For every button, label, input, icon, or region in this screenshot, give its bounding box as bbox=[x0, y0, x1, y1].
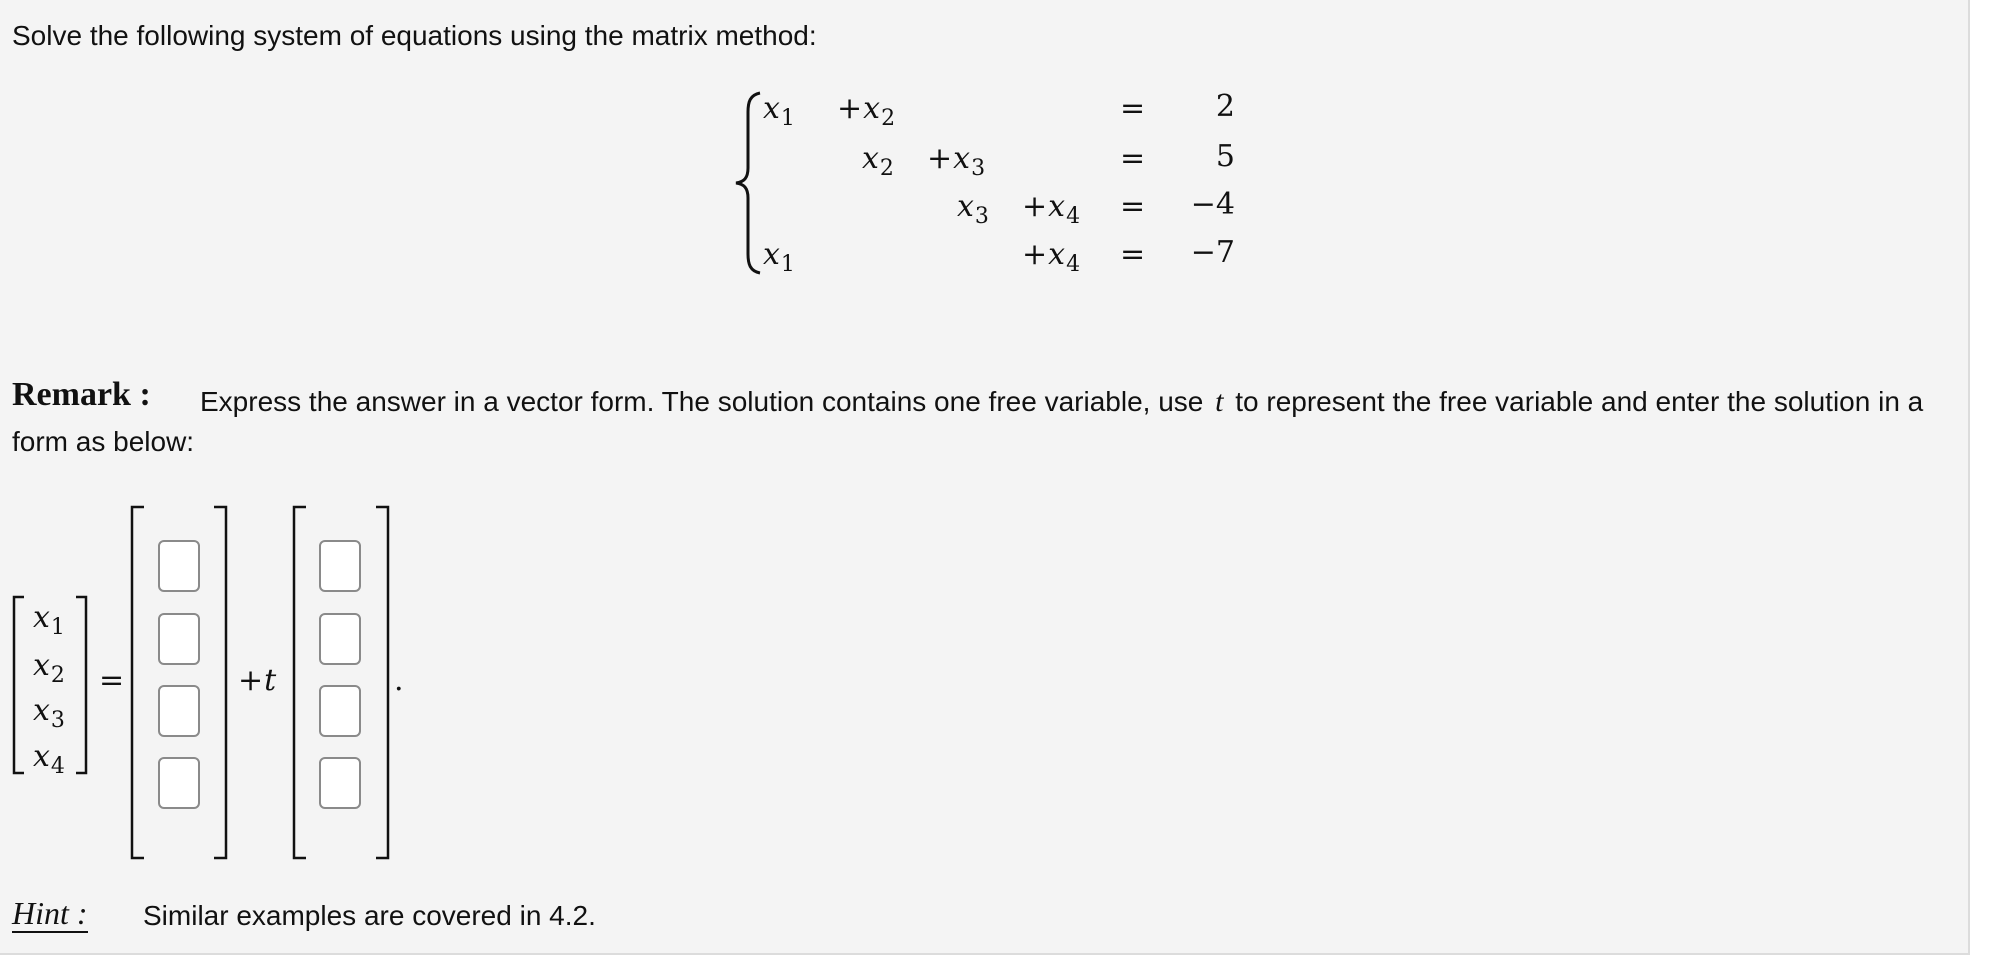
plus-t-label: +t bbox=[238, 663, 277, 698]
hint-text: Similar examples are covered in 4.2. bbox=[143, 900, 596, 931]
remark-text-before: Express the answer in a vector form. The solution contains one free variable, use bbox=[200, 386, 1204, 417]
vector-form bbox=[0, 495, 420, 865]
eq4-rhs: −7 bbox=[1190, 235, 1235, 270]
answer-vector-1-entry-3[interactable] bbox=[158, 685, 200, 737]
vector-x3: $x_3$ bbox=[33, 693, 65, 733]
equation-system bbox=[730, 85, 1250, 285]
answer-vector-2-entry-3[interactable] bbox=[319, 685, 361, 737]
vector-x4: $x_4$ bbox=[33, 739, 65, 779]
answer-vector-1-entry-2[interactable] bbox=[158, 613, 200, 665]
hint-title: Hint : bbox=[12, 895, 88, 931]
question-prompt: Solve the following system of equations using the matrix method: bbox=[12, 20, 817, 51]
eq2-equals: = bbox=[1120, 141, 1146, 176]
eq1-term2: $+x_2$ bbox=[837, 91, 896, 131]
vector-x2: $x_2$ bbox=[33, 648, 65, 688]
eq4-term2: $+x_4$ bbox=[1022, 237, 1081, 277]
eq3-equals: = bbox=[1120, 189, 1146, 224]
vector-x1: $x_1$ bbox=[33, 600, 65, 640]
eq2-term2: $+x_3$ bbox=[927, 141, 986, 181]
eq4-term1: $x_1$ bbox=[763, 237, 795, 277]
eq3-rhs: −4 bbox=[1190, 187, 1235, 222]
remark-text bbox=[200, 385, 1923, 419]
eq2-rhs: 5 bbox=[1215, 139, 1235, 174]
eq1-term1: $x_1$ bbox=[763, 91, 795, 131]
answer-vector-2-entry-4[interactable] bbox=[319, 757, 361, 809]
eq3-term2: $+x_4$ bbox=[1022, 189, 1081, 229]
eq2-term1: $x_2$ bbox=[862, 141, 894, 181]
eq4-equals: = bbox=[1120, 237, 1146, 272]
remark-free-variable: t bbox=[1215, 385, 1224, 418]
remark-text-line2: form as below: bbox=[12, 426, 195, 457]
eq1-rhs: 2 bbox=[1215, 89, 1235, 124]
eq1-equals: = bbox=[1120, 91, 1146, 126]
answer-vector-2-entry-1[interactable] bbox=[319, 540, 361, 592]
left-brace bbox=[732, 90, 766, 275]
answer-vector-1-entry-1[interactable] bbox=[158, 540, 200, 592]
eq3-term1: $x_3$ bbox=[957, 189, 989, 229]
answer-vector-2-entry-2[interactable] bbox=[319, 613, 361, 665]
remark-title: Remark : bbox=[12, 376, 151, 413]
vector-equals: = bbox=[99, 663, 125, 698]
remark-text-after: to represent the free variable and enter the solution in a bbox=[1235, 386, 1924, 417]
vector-period: . bbox=[394, 663, 404, 698]
answer-vector-1-entry-4[interactable] bbox=[158, 757, 200, 809]
